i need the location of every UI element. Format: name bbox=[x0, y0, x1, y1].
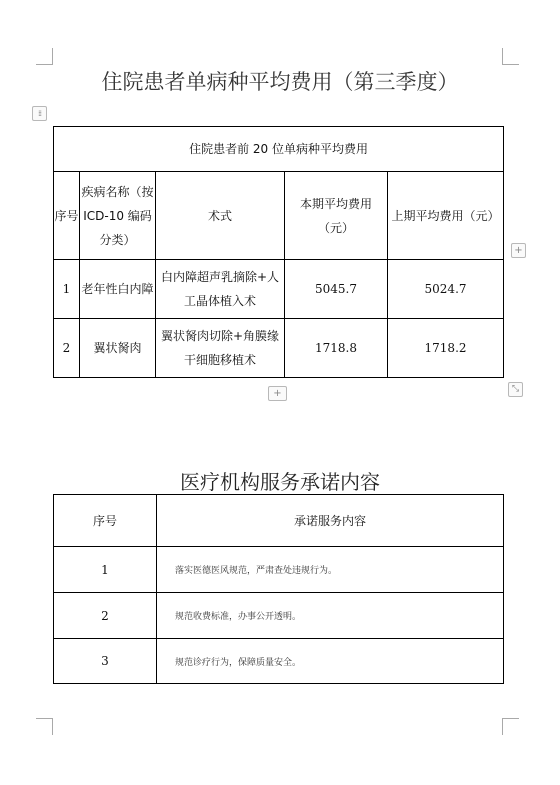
table-row bbox=[54, 547, 504, 593]
row-content: 规范收费标准，办事公开透明。 bbox=[157, 593, 504, 639]
header-index: 序号 bbox=[54, 495, 157, 547]
row-content: 规范诊疗行为，保障质量安全。 bbox=[157, 639, 504, 684]
commitment-table bbox=[53, 494, 504, 684]
section-title: 医疗机构服务承诺内容 bbox=[180, 470, 380, 494]
header-index: 序号 bbox=[54, 172, 80, 260]
row-previous-avg: 1718.2 bbox=[388, 319, 504, 378]
row-current-avg: 1718.8 bbox=[285, 319, 388, 378]
table-move-handle-icon[interactable]: ⁞⁞ bbox=[32, 106, 47, 121]
row-procedure: 翼状胬肉切除+角膜缘干细胞移植术 bbox=[156, 319, 285, 378]
row-content: 落实医德医风规范，严肃查处违规行为。 bbox=[157, 547, 504, 593]
row-index: 3 bbox=[54, 639, 157, 684]
page-corner-top-right bbox=[502, 48, 519, 65]
row-previous-avg: 5024.7 bbox=[388, 260, 504, 319]
row-index: 2 bbox=[54, 319, 80, 378]
row-procedure: 白内障超声乳摘除+人工晶体植入术 bbox=[156, 260, 285, 319]
table-row bbox=[54, 639, 504, 684]
page-corner-bottom-right bbox=[502, 718, 519, 735]
table-resize-icon[interactable]: ⤡ bbox=[508, 382, 523, 397]
table-row bbox=[54, 260, 504, 319]
table-row bbox=[54, 319, 504, 378]
header-content: 承诺服务内容 bbox=[157, 495, 504, 547]
row-disease: 老年性白内障 bbox=[80, 260, 156, 319]
fee-table bbox=[53, 126, 504, 378]
row-index: 1 bbox=[54, 260, 80, 319]
row-current-avg: 5045.7 bbox=[285, 260, 388, 319]
header-procedure: 术式 bbox=[156, 172, 285, 260]
header-previous-avg: 上期平均费用（元） bbox=[388, 172, 504, 260]
page-corner-top-left bbox=[36, 48, 53, 65]
row-index: 2 bbox=[54, 593, 157, 639]
page-corner-bottom-left bbox=[36, 718, 53, 735]
page-title: 住院患者单病种平均费用（第三季度） bbox=[101, 70, 459, 94]
row-index: 1 bbox=[54, 547, 157, 593]
fee-table-caption: 住院患者前 20 位单病种平均费用 bbox=[54, 127, 504, 172]
header-disease: 疾病名称（按 ICD-10 编码分类） bbox=[80, 172, 156, 260]
row-disease: 翼状胬肉 bbox=[80, 319, 156, 378]
header-current-avg: 本期平均费用（元） bbox=[285, 172, 388, 260]
table-row bbox=[54, 593, 504, 639]
add-row-icon[interactable]: + bbox=[268, 386, 287, 401]
add-column-icon[interactable]: + bbox=[511, 243, 526, 258]
